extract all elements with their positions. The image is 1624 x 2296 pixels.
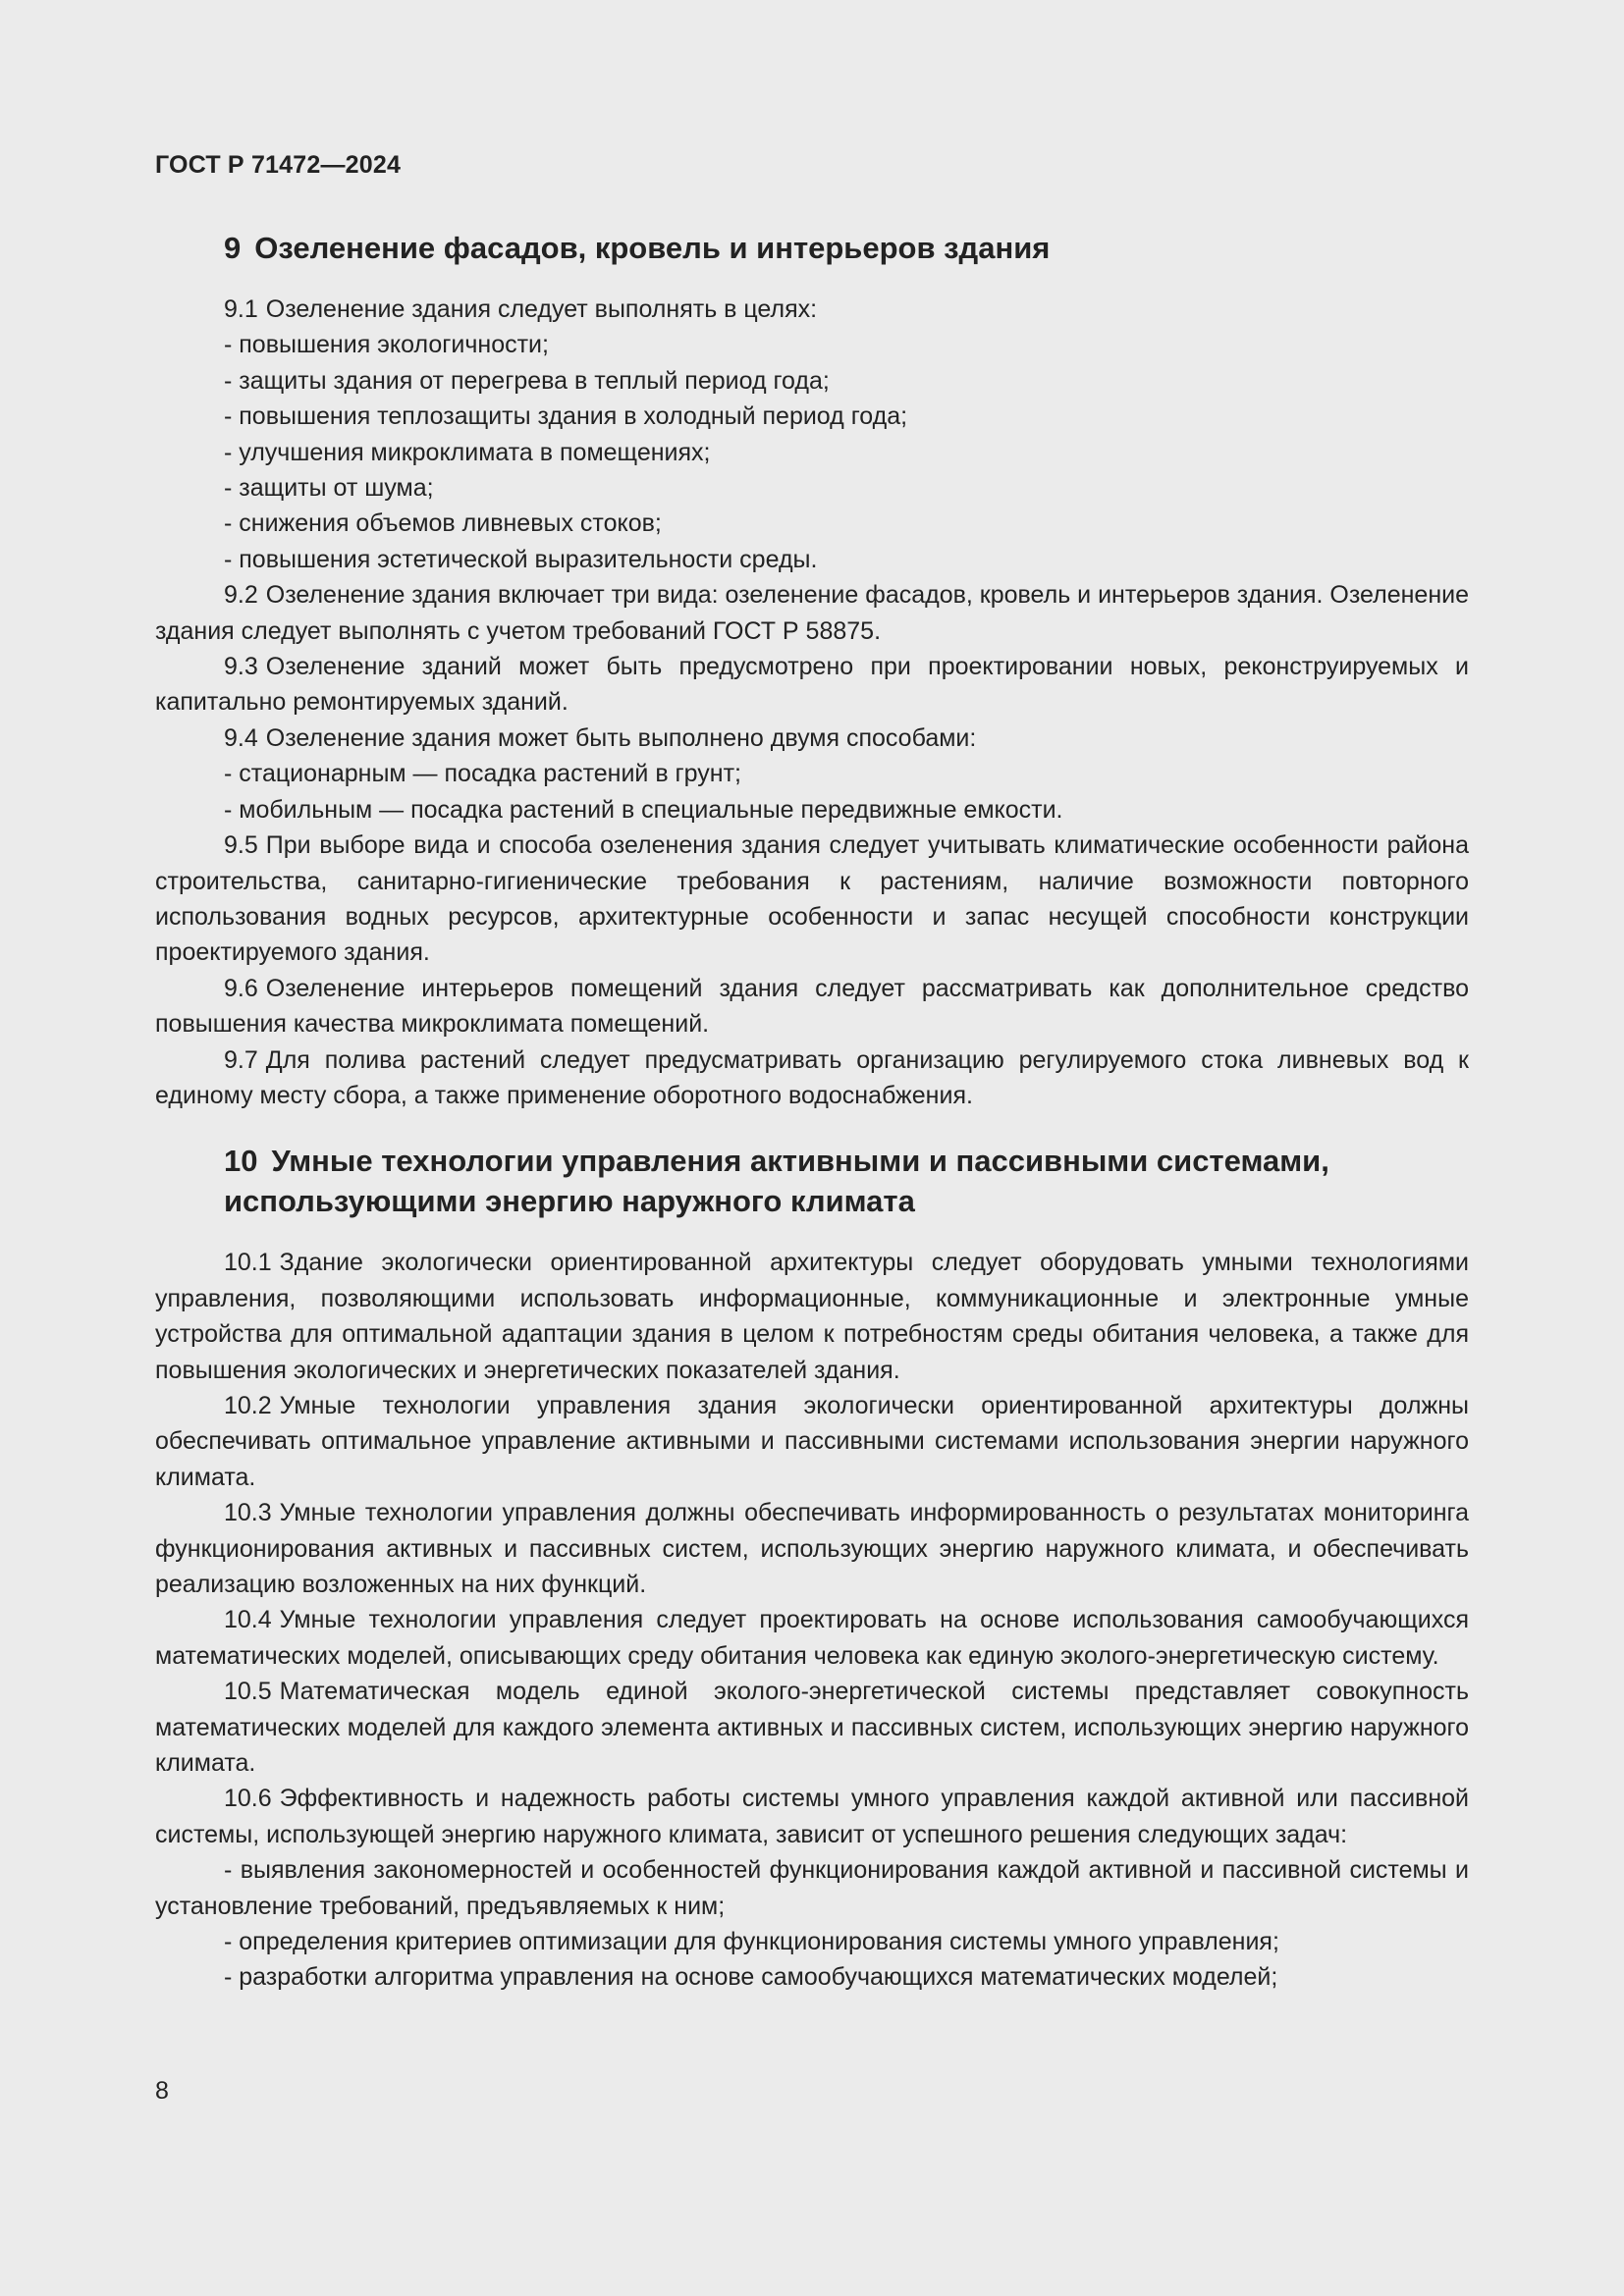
- paragraph-9-1: [155, 292, 1469, 327]
- paragraph-10-2: [155, 1388, 1469, 1495]
- paragraph-text: Математическая модель единой эколого-энергетической системы представляет совокупность математических моделей для каждого элемента активных и пассивных систем, использующих энергию наружного климата.: [155, 1678, 1469, 1778]
- page-number: 8: [155, 2077, 169, 2105]
- document-code: ГОСТ Р 71472—2024: [155, 151, 402, 179]
- list-item: - стационарным — посадка растений в грунт;: [224, 760, 742, 788]
- paragraph-10-5: [155, 1674, 1469, 1781]
- paragraph-text: При выборе вида и способа озеленения здания следует учитывать климатические особенности района строительства, санитарно-гигиенические требования к растениям, наличие возможности повторного использования водных ресурсов, архитектурные особенности и запас несущей способности конструкции проектируемого здания.: [155, 831, 1469, 967]
- paragraph-number: 10.1: [224, 1249, 272, 1277]
- list-item: - снижения объемов ливневых стоков;: [224, 509, 662, 538]
- list-item: - мобильным — посадка растений в специальные передвижные емкости.: [224, 795, 1063, 824]
- paragraph-number: 10.4: [224, 1606, 272, 1634]
- section-10-title-line1: Умные технологии управления активными и пассивными системами,: [271, 1144, 1329, 1179]
- paragraph-9-2: [155, 577, 1469, 649]
- paragraph-9-4: [155, 721, 1469, 756]
- paragraph-number: 9.2: [224, 581, 258, 610]
- paragraph-9-3: [155, 649, 1469, 721]
- list-item: - разработки алгоритма управления на основе самообучающихся математических моделей;: [224, 1963, 1278, 1992]
- paragraph-9-7: [155, 1042, 1469, 1114]
- list-item: - повышения эстетической выразительности среды.: [224, 545, 818, 573]
- section-9-title-text: Озеленение фасадов, кровель и интерьеров здания: [254, 231, 1051, 265]
- paragraph-text: Умные технологии управления здания экологически ориентированной архитектуры должны обеспечивать оптимальное управление активными и пассивными системами использования энергии наружного климата.: [155, 1391, 1469, 1491]
- paragraph-text: Для полива растений следует предусматривать организацию регулируемого стока ливневых вод к единому месту сбора, а также применение оборотного водоснабжения.: [155, 1045, 1469, 1109]
- list-item: - определения критериев оптимизации для функционирования системы умного управления;: [224, 1928, 1279, 1956]
- section-9-number: 9: [224, 231, 242, 265]
- paragraph-text: Озеленение зданий может быть предусмотрено при проектировании новых, реконструируемых и капитально ремонтируемых зданий.: [155, 653, 1469, 717]
- paragraph-number: 9.6: [224, 974, 258, 1002]
- paragraph-number: 10.2: [224, 1391, 272, 1419]
- section-10: [155, 1141, 1469, 1996]
- list-item: - защиты от шума;: [224, 474, 434, 503]
- list-item: - улучшения микроклимата в помещениях;: [224, 438, 711, 466]
- paragraph-10-6: [155, 1781, 1469, 1852]
- paragraph-text: Умные технологии управления следует проектировать на основе использования самообучающихся математических моделей, описывающих среду обитания человека как единую эколого-энергетическую систему.: [155, 1606, 1469, 1670]
- paragraph-number: 9.1: [224, 295, 258, 323]
- paragraph-text: Умные технологии управления должны обеспечивать информированность о результатах мониторинга функционирования активных и пассивных систем, использующих энергию наружного климата, и обеспечивать реализацию возложенных на них функций.: [155, 1499, 1469, 1598]
- paragraph-10-4: [155, 1602, 1469, 1674]
- paragraph-text: Здание экологически ориентированной архитектуры следует оборудовать умными технологиями управления, позволяющими использовать информационные, коммуникационные и электронные умные устройства для оптимальной адаптации здания в целом к потребностям среды обитания человека, а также для повышения экологических и энергетических показателей здания.: [155, 1249, 1469, 1384]
- paragraph-text: Эффективность и надежность работы системы умного управления каждой активной или пассивной системы, использующей энергию наружного климата, зависит от успешного решения следующих задач:: [155, 1785, 1469, 1848]
- paragraph-number: 10.6: [224, 1785, 272, 1813]
- paragraph-text: Озеленение здания включает три вида: озеленение фасадов, кровель и интерьеров здания. Озеленение здания следует выполнять с учетом требований ГОСТ Р 58875.: [155, 581, 1469, 645]
- list-item: - повышения теплозащиты здания в холодный период года;: [224, 402, 908, 431]
- section-9-title: [224, 228, 1469, 268]
- list-item: - повышения экологичности;: [224, 331, 549, 359]
- paragraph-10-3: [155, 1495, 1469, 1602]
- list-item: - защиты здания от перегрева в теплый период года;: [224, 366, 830, 395]
- paragraph-text: Озеленение здания следует выполнять в целях:: [265, 295, 818, 323]
- paragraph-text: Озеленение интерьеров помещений здания следует рассматривать как дополнительное средство повышения качества микроклимата помещений.: [155, 974, 1469, 1039]
- paragraph-number: 10.5: [224, 1678, 272, 1706]
- list-item: - выявления закономерностей и особенностей функционирования каждой активной и пассивной системы и установление требований, предъявляемых к ним;: [155, 1856, 1469, 1920]
- paragraph-number: 9.5: [224, 831, 258, 860]
- paragraph-number: 9.3: [224, 653, 258, 681]
- paragraph-10-1: [155, 1245, 1469, 1388]
- section-10-title: [224, 1141, 1469, 1221]
- document-page: [155, 147, 1469, 1996]
- section-10-number: 10: [224, 1144, 258, 1179]
- paragraph-9-5: [155, 828, 1469, 971]
- section-10-title-line2: использующими энергию наружного климата: [224, 1184, 915, 1219]
- paragraph-text: Озеленение здания может быть выполнено двумя способами:: [265, 723, 977, 752]
- paragraph-number: 9.7: [224, 1045, 258, 1074]
- paragraph-number: 10.3: [224, 1499, 272, 1527]
- paragraph-9-6: [155, 971, 1469, 1042]
- paragraph-number: 9.4: [224, 723, 258, 752]
